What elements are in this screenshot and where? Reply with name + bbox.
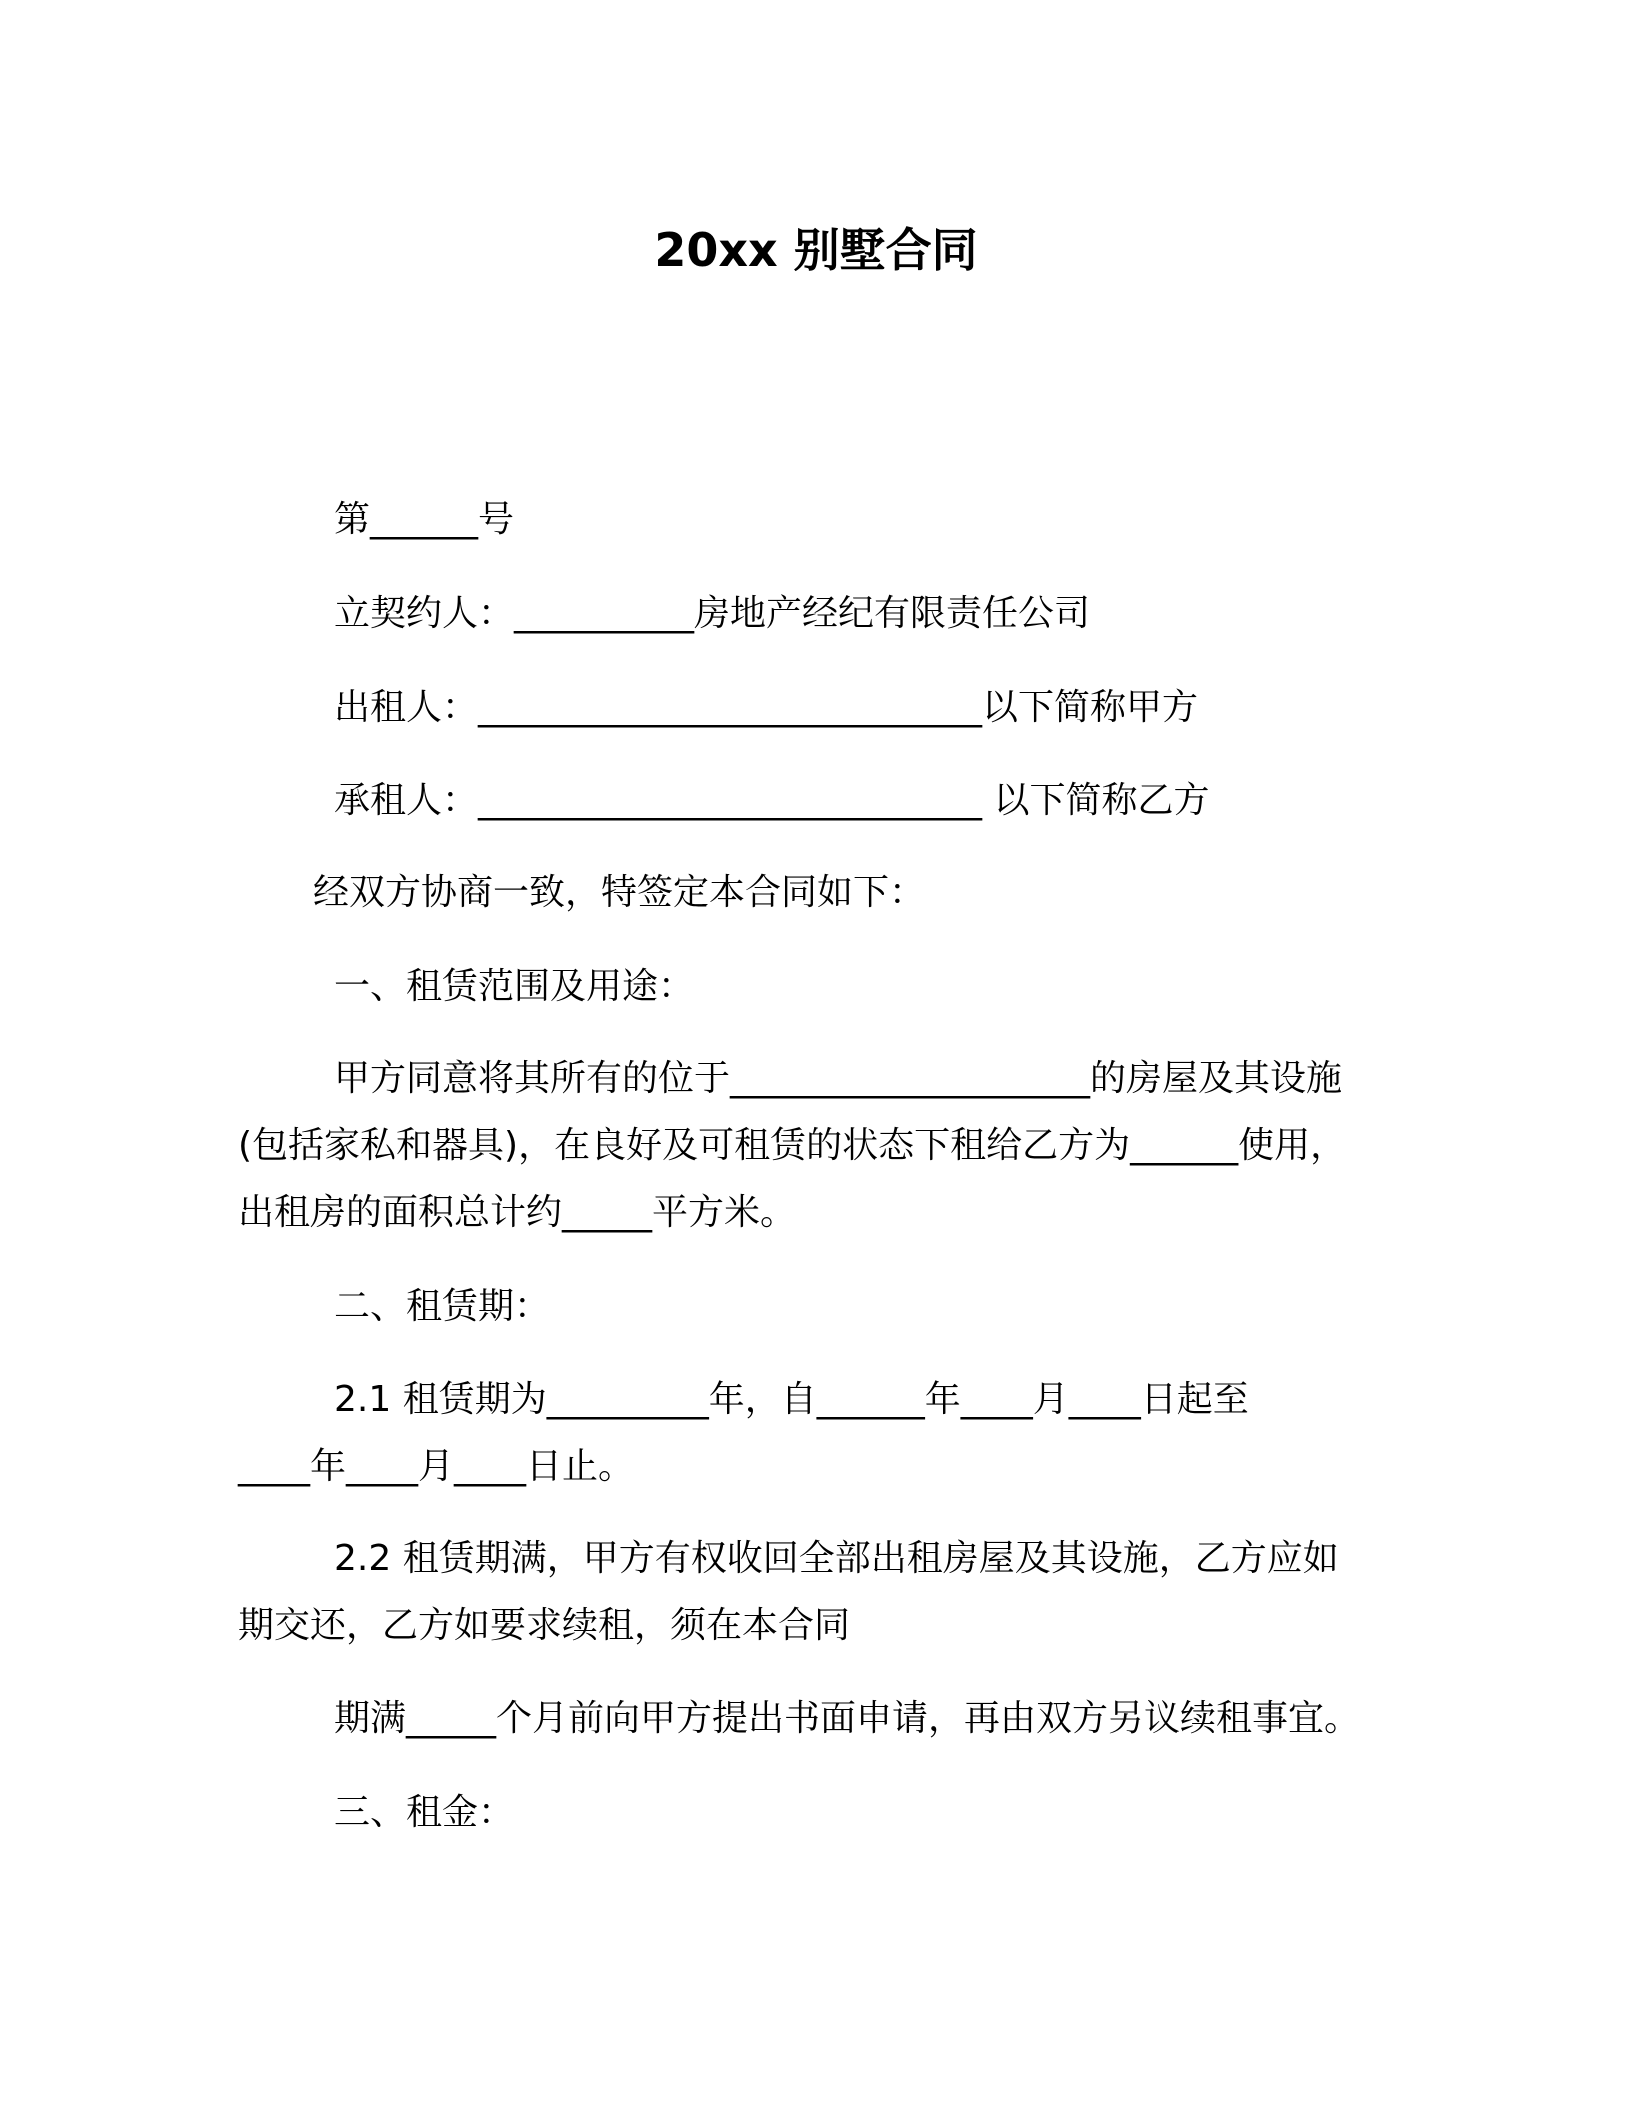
section-1-paragraph-line-3: 出租房的面积总计约_____平方米。: [238, 1192, 797, 1233]
clause-2-1-line-1: 2.1 租赁期为_________年，自______年____月____日起至: [334, 1379, 1249, 1420]
section-1-heading: 一、租赁范围及用途：: [334, 966, 695, 1007]
section-1-paragraph-line-1: 甲方同意将其所有的位于____________________的房屋及其设施: [334, 1058, 1343, 1099]
section-1-paragraph-line-2: (包括家私和器具)，在良好及可租赁的状态下租给乙方为______使用，: [238, 1125, 1347, 1166]
lessee-line: 承租人：____________________________ 以下简称乙方: [334, 780, 1210, 821]
clause-2-2-line-1: 2.2 租赁期满，甲方有权收回全部出租房屋及其设施，乙方应如: [334, 1538, 1339, 1579]
lessor-line: 出租人：____________________________以下简称甲方: [334, 687, 1199, 728]
contracting-party-line: 立契约人：__________房地产经纪有限责任公司: [334, 593, 1091, 634]
clause-2-2-line-3: 期满_____个月前向甲方提出书面申请，再由双方另议续租事宜。: [334, 1698, 1361, 1739]
clause-2-1-line-2: ____年____月____日止。: [238, 1446, 635, 1487]
agreement-intro-line: 经双方协商一致，特签定本合同如下：: [313, 872, 926, 913]
clause-2-2-line-2: 期交还，乙方如要求续租，须在本合同: [238, 1605, 851, 1646]
section-3-heading: 三、租金：: [334, 1792, 515, 1833]
document-title: 20xx 别墅合同: [654, 223, 978, 277]
contract-number-line: 第______号: [334, 499, 515, 540]
section-2-heading: 二、租赁期：: [334, 1286, 551, 1327]
